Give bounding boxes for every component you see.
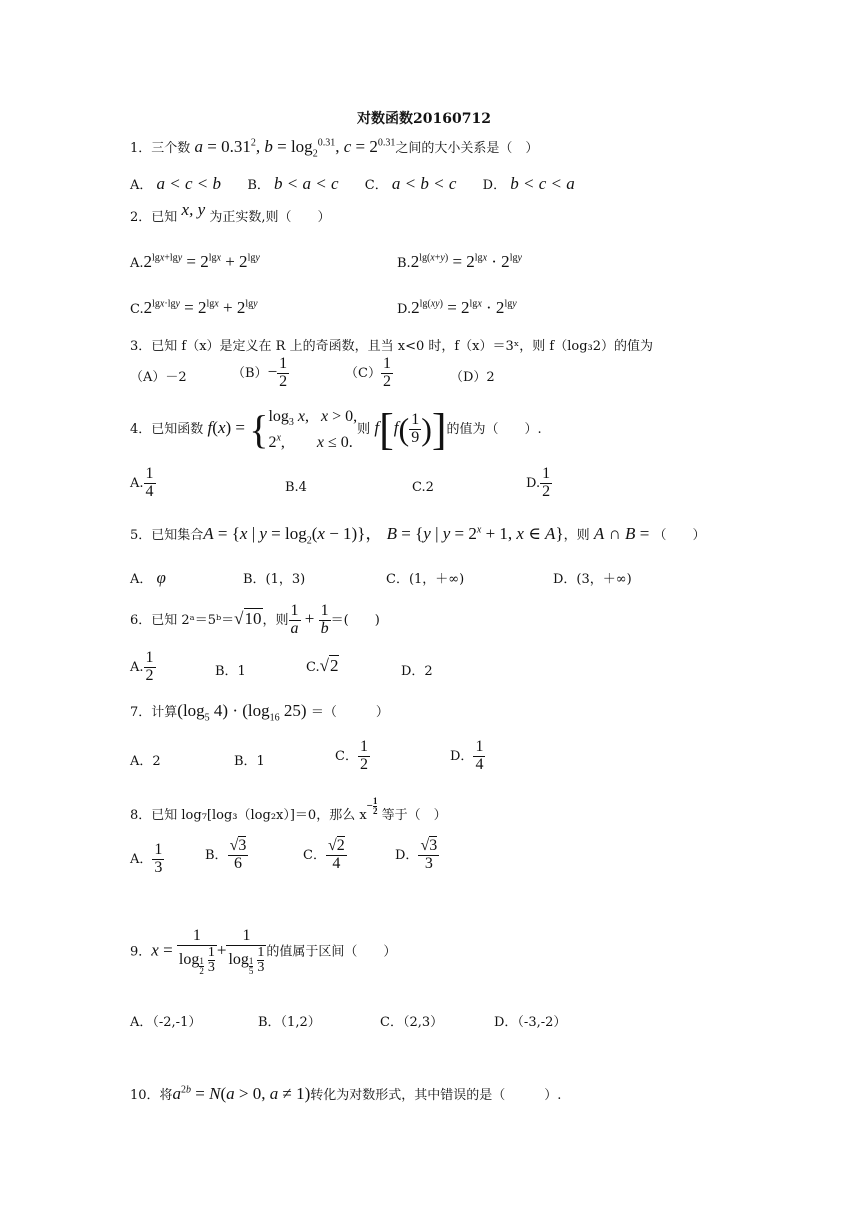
q2-option-d: $D.2^{lg(xy)} = 2^{lgx} \cdot 2^{lgy}$: [397, 298, 517, 317]
q2-opt-d-label: D.: [397, 302, 412, 317]
q5-stem: 5．已知集合: [130, 528, 204, 543]
q1-tail: 之间的大小关系是（ ）: [395, 141, 539, 156]
question-1: 1．三个数 $a = 0.31^2$, $b = \log_2^{0.31}$, $c = 2^{0.31}$之间的大小关系是（ ）: [130, 137, 539, 160]
q1-opt-c-label: C．: [364, 178, 388, 193]
q4-mid: 则: [357, 422, 371, 437]
q7-opt-d: D． $\frac{1}{4}$: [450, 738, 484, 773]
q9-formula: x: [151, 940, 159, 960]
q3-opt-c-label: （C）: [345, 365, 381, 381]
q2-option-a: $A.2^{lgx+lgy} = 2^{lgx} + 2^{lgy}$: [130, 252, 260, 271]
q3-opt-c: （C） $\frac{1}{2}$: [345, 355, 391, 390]
q1-opt-b-label: B．: [247, 178, 270, 193]
question-8: 8．已知 log₇[log₃（log₂x）]＝0，那么 $x^{- \frac{1}{2}}$ 等于（ ）: [130, 795, 447, 823]
question-10: [130, 1084, 561, 1104]
q7-opt-a: A．2: [130, 754, 161, 769]
q6-opt-c-label: C.: [306, 660, 320, 675]
q6-tail: ＝( ): [330, 612, 380, 628]
q3-opt-b: （B）− $\frac{1}{2}$: [232, 355, 288, 390]
q8-opt-c: C． $\frac{√2}{4}$: [303, 837, 345, 872]
q4-opt-d-label: D.: [526, 475, 541, 491]
q6-mid: ，则: [262, 612, 289, 628]
q10-formula: $a^{2b} = N(a > 0$, a ≠ 1): [172, 1084, 311, 1103]
q4-opt-b: B.4: [285, 480, 307, 495]
q5-opt-a-label: A．: [130, 572, 153, 587]
q4-opt-a-label: A.: [130, 475, 144, 491]
q8-opt-d-label: D．: [395, 847, 419, 863]
q9-tail: 的值属于区间（ ）: [266, 944, 397, 960]
q10-stem: 10．将: [130, 1088, 173, 1103]
q8-opt-a: A． $\frac{1}{3}$: [130, 841, 163, 876]
q10-tail: 转化为对数形式，其中错误的是（ ）.: [310, 1088, 562, 1103]
q9-opt-d: D．（-3,-2）: [494, 1015, 567, 1030]
question-9: 9．x = 1 log $\frac{1}{2}$ $\frac{1}{3}$ + 1 log $\frac{1}{5}$ $\frac{1}{3}$ 的值属于区间（ ）: [130, 927, 397, 976]
q4-stem: 4．已知函数: [130, 422, 204, 437]
q4-tail: 的值为（ ）.: [446, 422, 542, 437]
q5-opt-a: A． φ: [130, 568, 166, 587]
q7-opt-d-label: D．: [450, 748, 474, 764]
q8-opt-d: D． $\frac{√3}{3}$: [395, 837, 438, 872]
page-title: 对数函数20160712: [357, 111, 491, 127]
q8-opt-a-label: A．: [130, 851, 153, 867]
question-3: 3．已知 f（x）是定义在 R 上的奇函数，且当 x<0 时，f（x）＝3ˣ，则 f（log₃2）的值为: [130, 339, 654, 354]
q4-opt-c: C.2: [412, 480, 434, 495]
q7-opt-c-label: C．: [335, 748, 358, 764]
q5-tail: ，则: [563, 528, 590, 543]
q8-opt-b: B． $\frac{√3}{6}$: [205, 837, 247, 872]
q9-stem: 9．: [130, 944, 152, 960]
q7-formula: ($\log_5$ $4) \cdot (\log_{16}$ 25): [177, 701, 311, 724]
question-5: 5．已知集合A = {x | $y = \log_2(x - 1)$}， B = {y | $y = 2^x + 1$, x ∈ A}，则 A ∩ B = （ ）: [130, 524, 706, 547]
q4-opt-d: D. $\frac{1}{2}$: [526, 465, 551, 500]
q8-tail: 等于（ ）: [381, 808, 447, 823]
q5-opt-d: D．(3，＋∞): [553, 572, 632, 587]
q9-opt-b: B．（1,2）: [258, 1015, 321, 1030]
q2-tail: 为正实数,则（ ）: [209, 210, 331, 225]
q1-stem: 1．三个数: [130, 141, 191, 156]
q7-stem: 7．计算: [130, 705, 178, 720]
q6-stem: 6．已知 2ᵃ＝5ᵇ＝: [130, 612, 235, 628]
q5-opt-b: B．(1，3): [243, 572, 306, 587]
q7-opt-b: B．1: [234, 754, 265, 769]
question-6: 6．已知 2ᵃ＝5ᵇ＝√10，则 $\frac{1}{a}$ + $\frac{1}{b}$ ＝( ): [130, 602, 380, 637]
question-7: [130, 701, 389, 723]
q3-opt-d: （D）2: [450, 370, 495, 385]
q1-opt-a-label: A．: [130, 178, 153, 193]
q2-option-c: $C.2^{lgx\cdot lgy} = 2^{lgx} + 2^{lgy}$: [130, 298, 258, 317]
q5-opt-c: C．(1，＋∞): [386, 572, 465, 587]
q1-options: A． a < c < b B． b < a < c C． a < b < c D． b < c < a: [130, 174, 575, 193]
q4-opt-a: A. $\frac{1}{4}$: [130, 465, 154, 500]
q6-opt-c: C.√2: [306, 656, 339, 675]
question-2: 2．已知 x, y 为正实数,则（ ）: [130, 200, 331, 225]
q3-opt-a: （A）－2: [130, 370, 187, 385]
q1-opt-d-label: D．: [482, 178, 507, 193]
q2-opt-a-label: A.: [130, 256, 144, 271]
q8-opt-b-label: B．: [205, 847, 228, 863]
q7-tail: ＝（ ）: [310, 705, 389, 720]
q9-opt-c: C．（2,3）: [380, 1015, 444, 1030]
q5-set-a: A: [203, 524, 214, 543]
q1-formula: a: [190, 137, 204, 156]
q5-paren: （ ）: [653, 528, 706, 543]
q2-opt-b-label: B.: [397, 256, 411, 271]
q6-opt-a: A. $\frac{1}{2}$: [130, 649, 154, 684]
q7-opt-c: C． $\frac{1}{2}$: [335, 738, 368, 773]
q2-option-b: $B.2^{lg(x+y)} = 2^{lgx} \cdot 2^{lgy}$: [397, 252, 522, 271]
q8-stem: 8．已知 log₇[log₃（log₂x）]＝0，那么 x: [130, 808, 367, 823]
q8-opt-c-label: C．: [303, 847, 326, 863]
q6-opt-b: B．1: [215, 664, 246, 679]
question-4: 4．已知函数 f(x) = { $\log_3 x$, x > 0, 2$^x$, x ≤ 0. 则 f[f( $\frac{1}{9}$ )]的值为（ ）.: [130, 405, 542, 454]
q4-formula: f: [203, 418, 213, 437]
q6-opt-d: D．2: [401, 664, 433, 679]
q3-opt-b-label: （B）: [232, 365, 268, 381]
q2-opt-c-label: C.: [130, 302, 144, 317]
q2-stem: 2．已知: [130, 210, 178, 225]
q6-opt-a-label: A.: [130, 659, 144, 675]
q9-opt-a: A．（-2,-1）: [130, 1015, 202, 1030]
